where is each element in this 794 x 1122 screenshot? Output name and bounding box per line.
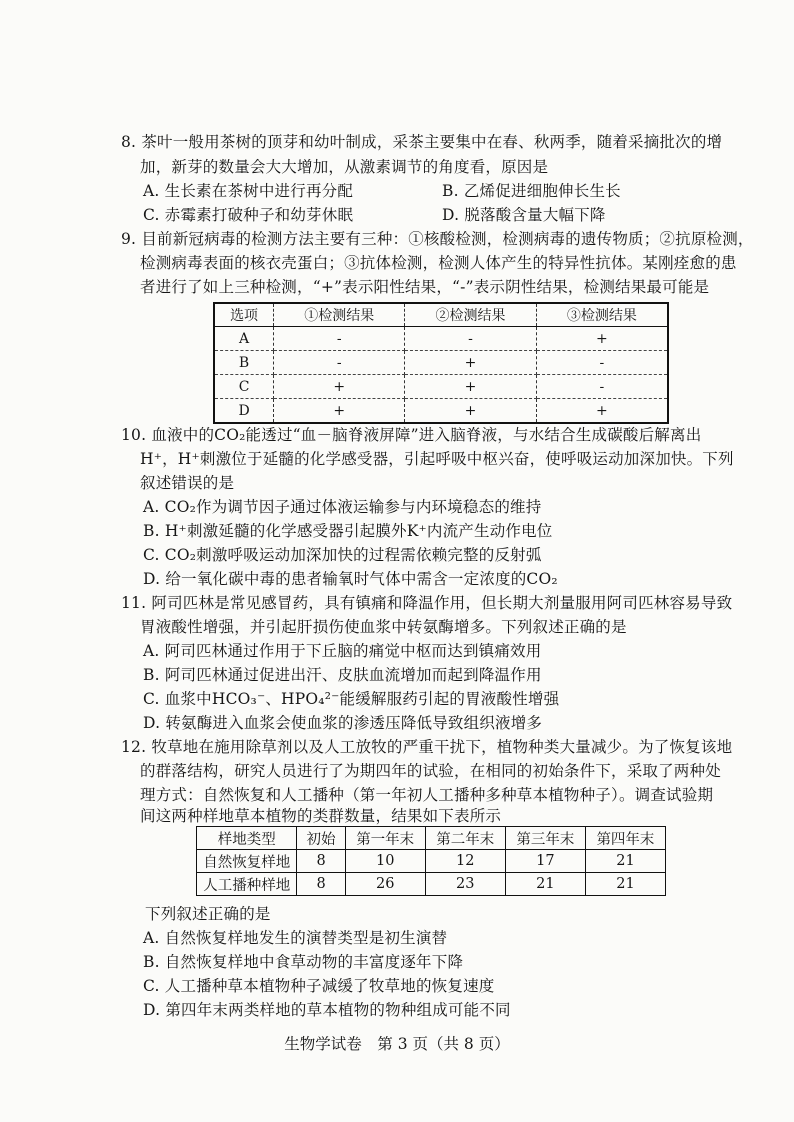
table-cell: -	[274, 327, 405, 351]
question-10-stem-cont: H⁺，H⁺刺激位于延髓的化学感受器，引起呼吸中枢兴奋，使呼吸运动加深加快。下列	[140, 450, 734, 468]
table-row	[214, 375, 668, 399]
table-cell: 8	[297, 850, 345, 873]
question-12-ask: 下列叙述正确的是	[145, 905, 271, 923]
question-10-stem-cont: 叙述错误的是	[140, 474, 235, 492]
q12-option-c: C. 人工播种草本植物种子减缓了牧草地的恢复速度	[143, 977, 495, 995]
q11-option-c: C. 血浆中HCO₃⁻、HPO₄²⁻能缓解服药引起的胃液酸性增强	[143, 690, 560, 708]
question-9-stem-cont: 者进行了如上三种检测，“+”表示阳性结果，“-”表示阴性结果，检测结果最可能是	[140, 278, 710, 296]
table-header: 第一年末	[345, 827, 425, 850]
q12-option-d: D. 第四年末两类样地的草本植物的物种组成可能不同	[143, 1001, 511, 1019]
q11-option-a: A. 阿司匹林通过作用于下丘脑的痛觉中枢而达到镇痛效用	[143, 642, 542, 660]
table-cell: +	[405, 399, 536, 424]
table-cell: 自然恢复样地	[197, 850, 297, 873]
question-8-stem: 8. 茶叶一般用茶树的顶芽和幼叶制成，采茶主要集中在春、秋两季，随着采摘批次的增	[121, 133, 723, 151]
question-11-stem-cont: 胃液酸性增强，并引起肝损伤使血浆中转氨酶增多。下列叙述正确的是	[140, 618, 627, 636]
q9-result-table	[213, 302, 669, 424]
q12-result-table	[196, 826, 666, 896]
table-cell: +	[274, 375, 405, 399]
q12-option-a: A. 自然恢复样地发生的演替类型是初生演替	[143, 929, 448, 947]
q11-option-d: D. 转氨酶进入血浆会使血浆的渗透压降低导致组织液增多	[143, 714, 543, 732]
table-header: 样地类型	[197, 827, 297, 850]
table-header: ②检测结果	[405, 303, 536, 327]
q8-option-b: B. 乙烯促进细胞伸长生长	[442, 182, 621, 200]
table-cell: 17	[505, 850, 585, 873]
table-cell: +	[405, 375, 536, 399]
q8-option-a: A. 生长素在茶树中进行再分配	[143, 182, 354, 200]
q8-option-c: C. 赤霉素打破种子和幼芽休眠	[143, 206, 354, 224]
question-9-stem: 9. 目前新冠病毒的检测方法主要有三种：①核酸检测，检测病毒的遗传物质；②抗原检测，	[121, 230, 754, 248]
table-cell: A	[214, 327, 274, 351]
table-cell: 10	[345, 850, 425, 873]
question-12-stem-cont: 理方式：自然恢复和人工播种（第一年初人工播种多种草本植物种子）。调查试验期	[140, 786, 714, 804]
table-header: 第三年末	[505, 827, 585, 850]
table-cell: C	[214, 375, 274, 399]
table-cell: D	[214, 399, 274, 424]
table-cell: 26	[345, 873, 425, 896]
table-cell: 23	[425, 873, 505, 896]
q10-option-a: A. CO₂作为调节因子通过体液运输参与内环境稳态的维持	[143, 498, 542, 516]
question-9-stem-cont: 检测病毒表面的核衣壳蛋白；③抗体检测，检测人体产生的特异性抗体。某刚痊愈的患	[140, 254, 737, 272]
table-header: 第四年末	[585, 827, 665, 850]
question-10-stem: 10. 血液中的CO₂能透过“血－脑脊液屏障”进入脑脊液，与水结合生成碳酸后解离出	[121, 426, 702, 444]
table-header: 初始	[297, 827, 345, 850]
q8-option-d: D. 脱落酸含量大幅下降	[442, 206, 606, 224]
table-cell: B	[214, 351, 274, 375]
table-row	[197, 850, 666, 873]
q10-option-d: D. 给一氧化碳中毒的患者输氧时气体中需含一定浓度的CO₂	[143, 570, 558, 588]
table-row	[214, 327, 668, 351]
table-row	[214, 351, 668, 375]
table-cell: 8	[297, 873, 345, 896]
question-12-stem-cont: 的群落结构，研究人员进行了为期四年的试验，在相同的初始条件下，采取了两种处	[140, 762, 721, 780]
table-cell: +	[405, 351, 536, 375]
table-row	[214, 399, 668, 424]
question-12-stem: 12. 牧草地在施用除草剂以及人工放牧的严重干扰下，植物种类大量减少。为了恢复该地	[121, 738, 733, 756]
table-cell: -	[536, 351, 668, 375]
table-cell: -	[405, 327, 536, 351]
table-cell: 人工播种样地	[197, 873, 297, 896]
question-12-stem-cont: 间这两种样地草本植物的类群数量，结果如下表所示	[140, 807, 502, 825]
table-cell: 21	[505, 873, 585, 896]
question-8-stem-cont: 加，新芽的数量会大大增加，从激素调节的角度看，原因是	[140, 158, 549, 176]
table-cell: +	[595, 402, 608, 419]
table-cell: +	[274, 399, 405, 424]
table-cell: 21	[585, 850, 665, 873]
q10-option-b: B. H⁺刺激延髓的化学感受器引起膜外K⁺内流产生动作电位	[143, 522, 553, 540]
table-cell: +	[536, 327, 668, 351]
page-footer: 生物学试卷 第 3 页（共 8 页）	[284, 1035, 510, 1053]
table-row	[197, 827, 666, 850]
table-cell: 21	[585, 873, 665, 896]
question-11-stem: 11. 阿司匹林是常见感冒药，具有镇痛和降温作用，但长期大剂量服用阿司匹林容易导致	[121, 594, 733, 612]
table-header: ③检测结果	[536, 303, 668, 327]
table-header: 选项	[214, 303, 274, 327]
table-cell: -	[536, 375, 668, 399]
table-header: 第二年末	[425, 827, 505, 850]
table-header: ①检测结果	[274, 303, 405, 327]
table-row	[197, 873, 666, 896]
table-cell: 12	[425, 850, 505, 873]
q11-option-b: B. 阿司匹林通过促进出汗、皮肤血流增加而起到降温作用	[143, 666, 542, 684]
q10-option-c: C. CO₂刺激呼吸运动加深加快的过程需依赖完整的反射弧	[143, 546, 542, 564]
table-cell: -	[274, 351, 405, 375]
q12-option-b: B. 自然恢复样地中食草动物的丰富度逐年下降	[143, 953, 464, 971]
